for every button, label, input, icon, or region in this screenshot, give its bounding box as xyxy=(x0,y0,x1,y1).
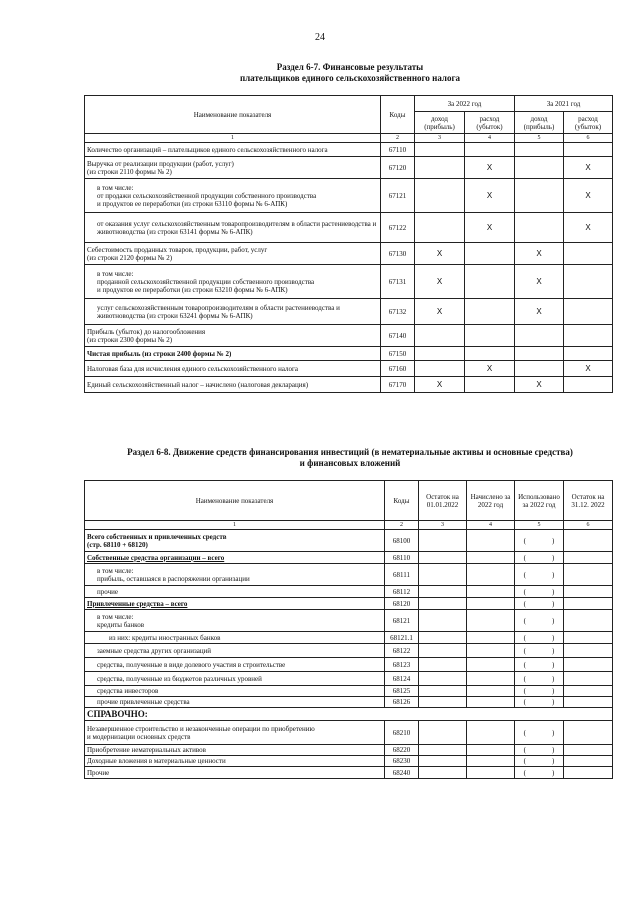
table-row xyxy=(85,745,613,756)
row-code: 68123 xyxy=(385,658,419,672)
balance-end-cell[interactable] xyxy=(564,686,613,697)
value-cell-c6[interactable]: X xyxy=(564,179,613,213)
balance-start-cell[interactable] xyxy=(419,767,467,779)
used-value-cell[interactable] xyxy=(515,756,564,767)
used-value-cell[interactable] xyxy=(515,610,564,632)
row-code: 68124 xyxy=(385,672,419,686)
balance-start-cell[interactable] xyxy=(419,644,467,658)
balance-end-cell[interactable] xyxy=(564,697,613,708)
open-paren: ( xyxy=(523,646,526,655)
accrued-cell[interactable] xyxy=(467,586,515,598)
open-paren: ( xyxy=(523,553,526,562)
row-code: 67170 xyxy=(381,377,415,393)
row-name: заемные средства других организаций xyxy=(85,644,385,658)
close-paren: ) xyxy=(552,599,555,608)
value-cell-c3[interactable]: X xyxy=(415,243,465,265)
row-name: услуг сельскохозяйственным товаропроизводителям в области растениеводства и животноводства (из строки 63241 формы № 6-АПК) xyxy=(85,299,381,325)
row-code: 68210 xyxy=(385,721,419,745)
header-year-2021: За 2021 год xyxy=(515,96,613,112)
header-expense-2022: расход (убыток) xyxy=(465,112,515,134)
close-paren: ) xyxy=(552,553,555,562)
row-name: средства, полученные в виде долевого участия в строительстве xyxy=(85,658,385,672)
open-paren: ( xyxy=(523,746,526,754)
value-cell-c6[interactable] xyxy=(564,377,613,393)
table-row xyxy=(85,564,613,586)
value-cell-c6[interactable]: X xyxy=(564,213,613,243)
balance-end-cell[interactable] xyxy=(564,721,613,745)
row-code: 68120 xyxy=(385,598,419,610)
value-cell-c4[interactable]: X xyxy=(465,213,515,243)
row-name: Привлеченные средства – всего xyxy=(85,598,385,610)
row-code: 68122 xyxy=(385,644,419,658)
close-paren: ) xyxy=(552,757,555,765)
table-row xyxy=(85,157,613,179)
row-code: 67140 xyxy=(381,325,415,347)
value-cell-c5[interactable]: X xyxy=(515,377,564,393)
header-accrued: Начислено за 2022 год xyxy=(467,481,515,521)
column-number: 3 xyxy=(419,521,467,530)
balance-end-cell[interactable] xyxy=(564,598,613,610)
column-number: 5 xyxy=(515,134,564,143)
value-cell-c5[interactable]: X xyxy=(515,299,564,325)
parenthesized-value xyxy=(519,746,559,754)
row-code: 67122 xyxy=(381,213,415,243)
table-row xyxy=(85,672,613,686)
balance-start-cell[interactable] xyxy=(419,552,467,564)
header-income-2022: доход (прибыль) xyxy=(415,112,465,134)
column-number: 6 xyxy=(564,134,613,143)
balance-start-cell[interactable] xyxy=(419,745,467,756)
value-cell-c4[interactable] xyxy=(465,143,515,157)
row-name: Незавершенное строительство и незаконченные операции по приобретению и модернизации основных средств xyxy=(85,721,385,745)
value-cell-c6[interactable] xyxy=(564,325,613,347)
value-cell-c4[interactable] xyxy=(465,377,515,393)
row-code: 67130 xyxy=(381,243,415,265)
open-paren: ( xyxy=(523,633,526,642)
table-row xyxy=(85,299,613,325)
financial-results-table xyxy=(84,95,613,393)
table-row xyxy=(85,721,613,745)
value-cell-c5[interactable] xyxy=(515,157,564,179)
value-cell-c4[interactable] xyxy=(465,347,515,361)
used-value-cell[interactable] xyxy=(515,721,564,745)
header-used: Использовано за 2022 год xyxy=(515,481,564,521)
header-codes: Коды xyxy=(381,96,415,134)
row-name: Всего собственных и привлеченных средств (стр. 68110 + 68120) xyxy=(85,530,385,552)
row-code: 67160 xyxy=(381,361,415,377)
column-number: 2 xyxy=(385,521,419,530)
value-cell-c3[interactable]: X xyxy=(415,377,465,393)
close-paren: ) xyxy=(552,728,555,737)
value-cell-c5[interactable] xyxy=(515,143,564,157)
row-code: 67132 xyxy=(381,299,415,325)
open-paren: ( xyxy=(523,698,526,706)
accrued-cell[interactable] xyxy=(467,610,515,632)
section-6-7-title-line1: Раздел 6-7. Финансовые результаты xyxy=(276,62,424,72)
row-name: средства, полученные из бюджетов различных уровней xyxy=(85,672,385,686)
parenthesized-value xyxy=(519,537,559,545)
row-name: в том числе: проданной сельскохозяйственной продукции собственного производства и продуктов ее переработки (из строки 63210 формы № 6-АПК) xyxy=(85,265,381,299)
table-row xyxy=(85,530,613,552)
parenthesized-value xyxy=(519,757,559,765)
balance-start-cell[interactable] xyxy=(419,564,467,586)
table-row xyxy=(85,243,613,265)
close-paren: ) xyxy=(552,587,555,596)
balance-start-cell[interactable] xyxy=(419,598,467,610)
value-cell-c6[interactable] xyxy=(564,265,613,299)
open-paren: ( xyxy=(523,757,526,765)
open-paren: ( xyxy=(523,728,526,737)
column-number-row xyxy=(85,521,613,530)
value-cell-c3[interactable] xyxy=(415,157,465,179)
value-cell-c5[interactable] xyxy=(515,347,564,361)
value-cell-c4[interactable]: X xyxy=(465,361,515,377)
close-paren: ) xyxy=(552,646,555,655)
parenthesized-value xyxy=(519,600,559,608)
used-value-cell[interactable] xyxy=(515,644,564,658)
open-paren: ( xyxy=(523,570,526,579)
row-name: прочие привлеченные средства xyxy=(85,697,385,708)
section-6-8-title-line1: Раздел 6-8. Движение средств финансирования инвестиций (в нематериальные активы и основные средства) xyxy=(127,447,573,457)
value-cell-c3[interactable]: X xyxy=(415,299,465,325)
header-indicator-name: Наименование показателя xyxy=(85,481,385,521)
value-cell-c5[interactable] xyxy=(515,179,564,213)
parenthesized-value xyxy=(519,571,559,579)
header-expense-2021: расход (убыток) xyxy=(564,112,613,134)
column-number: 3 xyxy=(415,134,465,143)
value-cell-c4[interactable] xyxy=(465,325,515,347)
row-name: от оказания услуг сельскохозяйственным товаропроизводителям в области растениеводства и животноводства (из строки 63141 формы № 6-АПК) xyxy=(85,213,381,243)
balance-start-cell[interactable] xyxy=(419,632,467,644)
table-row xyxy=(85,658,613,672)
row-name: прочие xyxy=(85,586,385,598)
parenthesized-value xyxy=(519,698,559,706)
close-paren: ) xyxy=(552,768,555,777)
accrued-cell[interactable] xyxy=(467,598,515,610)
balance-end-cell[interactable] xyxy=(564,552,613,564)
parenthesized-value xyxy=(519,634,559,642)
used-value-cell[interactable] xyxy=(515,767,564,779)
close-paren: ) xyxy=(552,687,555,695)
value-cell-c5[interactable] xyxy=(515,361,564,377)
column-number: 1 xyxy=(85,134,381,143)
accrued-cell[interactable] xyxy=(467,686,515,697)
row-code: 68112 xyxy=(385,586,419,598)
open-paren: ( xyxy=(523,587,526,596)
row-name: в том числе: прибыль, оставшаяся в распоряжении организации xyxy=(85,564,385,586)
used-value-cell[interactable] xyxy=(515,564,564,586)
investment-financing-table xyxy=(84,480,613,779)
balance-end-cell[interactable] xyxy=(564,756,613,767)
balance-end-cell[interactable] xyxy=(564,610,613,632)
parenthesized-value xyxy=(519,661,559,669)
balance-start-cell[interactable] xyxy=(419,658,467,672)
used-value-cell[interactable] xyxy=(515,586,564,598)
accrued-cell[interactable] xyxy=(467,564,515,586)
column-number: 1 xyxy=(85,521,385,530)
row-name: Чистая прибыль (из строки 2400 формы № 2) xyxy=(85,347,381,361)
column-number-row xyxy=(85,134,613,143)
section-6-7-title xyxy=(80,62,620,84)
row-code: 67110 xyxy=(381,143,415,157)
table-row xyxy=(85,767,613,779)
used-value-cell[interactable] xyxy=(515,745,564,756)
value-cell-c5[interactable] xyxy=(515,325,564,347)
accrued-cell[interactable] xyxy=(467,767,515,779)
accrued-cell[interactable] xyxy=(467,552,515,564)
accrued-cell[interactable] xyxy=(467,672,515,686)
close-paren: ) xyxy=(552,633,555,642)
parenthesized-value xyxy=(519,675,559,683)
parenthesized-value xyxy=(519,647,559,655)
parenthesized-value xyxy=(519,617,559,625)
row-name: Приобретение нематериальных активов xyxy=(85,745,385,756)
value-cell-c6[interactable] xyxy=(564,347,613,361)
balance-start-cell[interactable] xyxy=(419,686,467,697)
close-paren: ) xyxy=(552,660,555,669)
balance-start-cell[interactable] xyxy=(419,530,467,552)
table-row xyxy=(85,686,613,697)
balance-end-cell[interactable] xyxy=(564,644,613,658)
value-cell-c3[interactable]: X xyxy=(415,265,465,299)
row-code: 68230 xyxy=(385,756,419,767)
value-cell-c3[interactable] xyxy=(415,143,465,157)
value-cell-c3[interactable] xyxy=(415,347,465,361)
section-6-8-title-line2: и финансовых вложений xyxy=(299,458,401,468)
value-cell-c6[interactable] xyxy=(564,299,613,325)
table-row xyxy=(85,756,613,767)
table-row xyxy=(85,598,613,610)
header-balance-end: Остаток на 31.12. 2022 xyxy=(564,481,613,521)
balance-start-cell[interactable] xyxy=(419,610,467,632)
value-cell-c6[interactable] xyxy=(564,143,613,157)
table-row xyxy=(85,586,613,598)
header-balance-start: Остаток на 01.01.2022 xyxy=(419,481,467,521)
row-code: 68121.1 xyxy=(385,632,419,644)
value-cell-c5[interactable]: X xyxy=(515,243,564,265)
row-code: 67121 xyxy=(381,179,415,213)
balance-end-cell[interactable] xyxy=(564,586,613,598)
value-cell-c4[interactable] xyxy=(465,265,515,299)
column-number: 5 xyxy=(515,521,564,530)
row-code: 68110 xyxy=(385,552,419,564)
row-code: 67131 xyxy=(381,265,415,299)
open-paren: ( xyxy=(523,687,526,695)
balance-start-cell[interactable] xyxy=(419,721,467,745)
row-code: 68126 xyxy=(385,697,419,708)
row-code: 67150 xyxy=(381,347,415,361)
used-value-cell[interactable] xyxy=(515,686,564,697)
accrued-cell[interactable] xyxy=(467,658,515,672)
row-name: Прочие xyxy=(85,767,385,779)
close-paren: ) xyxy=(552,570,555,579)
table-row xyxy=(85,325,613,347)
value-cell-c3[interactable] xyxy=(415,179,465,213)
parenthesized-value xyxy=(519,769,559,777)
table-row xyxy=(85,347,613,361)
table-row xyxy=(85,644,613,658)
column-number: 4 xyxy=(467,521,515,530)
table-row xyxy=(85,143,613,157)
balance-end-cell[interactable] xyxy=(564,745,613,756)
section-6-8-title xyxy=(70,447,630,469)
row-name: в том числе: от продажи сельскохозяйственной продукции собственного производства и продуктов ее переработки (из строки 63110 формы № 6-АПК) xyxy=(85,179,381,213)
table-row xyxy=(85,697,613,708)
table-row xyxy=(85,377,613,393)
balance-start-cell[interactable] xyxy=(419,756,467,767)
column-number: 2 xyxy=(381,134,415,143)
close-paren: ) xyxy=(552,674,555,683)
close-paren: ) xyxy=(552,698,555,706)
header-income-2021: доход (прибыль) xyxy=(515,112,564,134)
balance-end-cell[interactable] xyxy=(564,672,613,686)
row-name: Себестоимость проданных товаров, продукции, работ, услуг (из строки 2120 формы № 2) xyxy=(85,243,381,265)
row-code: 68100 xyxy=(385,530,419,552)
table-row xyxy=(85,265,613,299)
parenthesized-value xyxy=(519,729,559,737)
used-value-cell[interactable] xyxy=(515,598,564,610)
balance-end-cell[interactable] xyxy=(564,632,613,644)
row-code: 68111 xyxy=(385,564,419,586)
accrued-cell[interactable] xyxy=(467,644,515,658)
reference-label: СПРАВОЧНО: xyxy=(85,708,613,721)
balance-start-cell[interactable] xyxy=(419,697,467,708)
accrued-cell[interactable] xyxy=(467,632,515,644)
value-cell-c5[interactable]: X xyxy=(515,265,564,299)
parenthesized-value xyxy=(519,554,559,562)
balance-end-cell[interactable] xyxy=(564,658,613,672)
parenthesized-value xyxy=(519,687,559,695)
value-cell-c6[interactable]: X xyxy=(564,361,613,377)
close-paren: ) xyxy=(552,616,555,625)
column-number: 6 xyxy=(564,521,613,530)
open-paren: ( xyxy=(523,536,526,545)
value-cell-c3[interactable] xyxy=(415,361,465,377)
table-row xyxy=(85,213,613,243)
reference-header-row xyxy=(85,708,613,721)
value-cell-c3[interactable] xyxy=(415,325,465,347)
value-cell-c4[interactable] xyxy=(465,243,515,265)
open-paren: ( xyxy=(523,674,526,683)
row-name: Выручка от реализации продукции (работ, услуг) (из строки 2110 формы № 2) xyxy=(85,157,381,179)
header-year-2022: За 2022 год xyxy=(415,96,515,112)
table-row xyxy=(85,361,613,377)
balance-start-cell[interactable] xyxy=(419,672,467,686)
value-cell-c6[interactable]: X xyxy=(564,157,613,179)
page-number: 24 xyxy=(315,32,325,43)
column-number: 4 xyxy=(465,134,515,143)
row-name: средства инвесторов xyxy=(85,686,385,697)
balance-start-cell[interactable] xyxy=(419,586,467,598)
open-paren: ( xyxy=(523,599,526,608)
section-6-7-title-line2: плательщиков единого сельскохозяйственного налога xyxy=(239,73,461,83)
row-name: Доходные вложения в материальные ценности xyxy=(85,756,385,767)
accrued-cell[interactable] xyxy=(467,530,515,552)
table-row xyxy=(85,179,613,213)
row-name: Собственные средства организации – всего xyxy=(85,552,385,564)
row-name: Налоговая база для исчисления единого сельскохозяйственного налога xyxy=(85,361,381,377)
close-paren: ) xyxy=(552,536,555,545)
row-name: Количество организаций – плательщиков единого сельскохозяйственного налога xyxy=(85,143,381,157)
balance-end-cell[interactable] xyxy=(564,530,613,552)
row-code: 68121 xyxy=(385,610,419,632)
accrued-cell[interactable] xyxy=(467,745,515,756)
value-cell-c5[interactable] xyxy=(515,213,564,243)
used-value-cell[interactable] xyxy=(515,658,564,672)
table-row xyxy=(85,610,613,632)
parenthesized-value xyxy=(519,588,559,596)
table-row xyxy=(85,632,613,644)
row-code: 68240 xyxy=(385,767,419,779)
accrued-cell[interactable] xyxy=(467,756,515,767)
header-codes: Коды xyxy=(385,481,419,521)
used-value-cell[interactable] xyxy=(515,530,564,552)
balance-end-cell[interactable] xyxy=(564,767,613,779)
accrued-cell[interactable] xyxy=(467,721,515,745)
open-paren: ( xyxy=(523,768,526,777)
row-name: из них: кредиты иностранных банков xyxy=(85,632,385,644)
used-value-cell[interactable] xyxy=(515,672,564,686)
row-code: 68125 xyxy=(385,686,419,697)
row-name: Прибыль (убыток) до налогообложения (из строки 2300 формы № 2) xyxy=(85,325,381,347)
open-paren: ( xyxy=(523,616,526,625)
row-name: Единый сельскохозяйственный налог – начислено (налоговая декларация) xyxy=(85,377,381,393)
used-value-cell[interactable] xyxy=(515,632,564,644)
row-code: 68220 xyxy=(385,745,419,756)
value-cell-c3[interactable] xyxy=(415,213,465,243)
row-name: в том числе: кредиты банков xyxy=(85,610,385,632)
balance-end-cell[interactable] xyxy=(564,564,613,586)
value-cell-c6[interactable] xyxy=(564,243,613,265)
value-cell-c4[interactable]: X xyxy=(465,179,515,213)
used-value-cell[interactable] xyxy=(515,552,564,564)
value-cell-c4[interactable]: X xyxy=(465,157,515,179)
header-indicator-name: Наименование показателя xyxy=(85,96,381,134)
accrued-cell[interactable] xyxy=(467,697,515,708)
value-cell-c4[interactable] xyxy=(465,299,515,325)
close-paren: ) xyxy=(552,746,555,754)
row-code: 67120 xyxy=(381,157,415,179)
open-paren: ( xyxy=(523,660,526,669)
used-value-cell[interactable] xyxy=(515,697,564,708)
table-row xyxy=(85,552,613,564)
